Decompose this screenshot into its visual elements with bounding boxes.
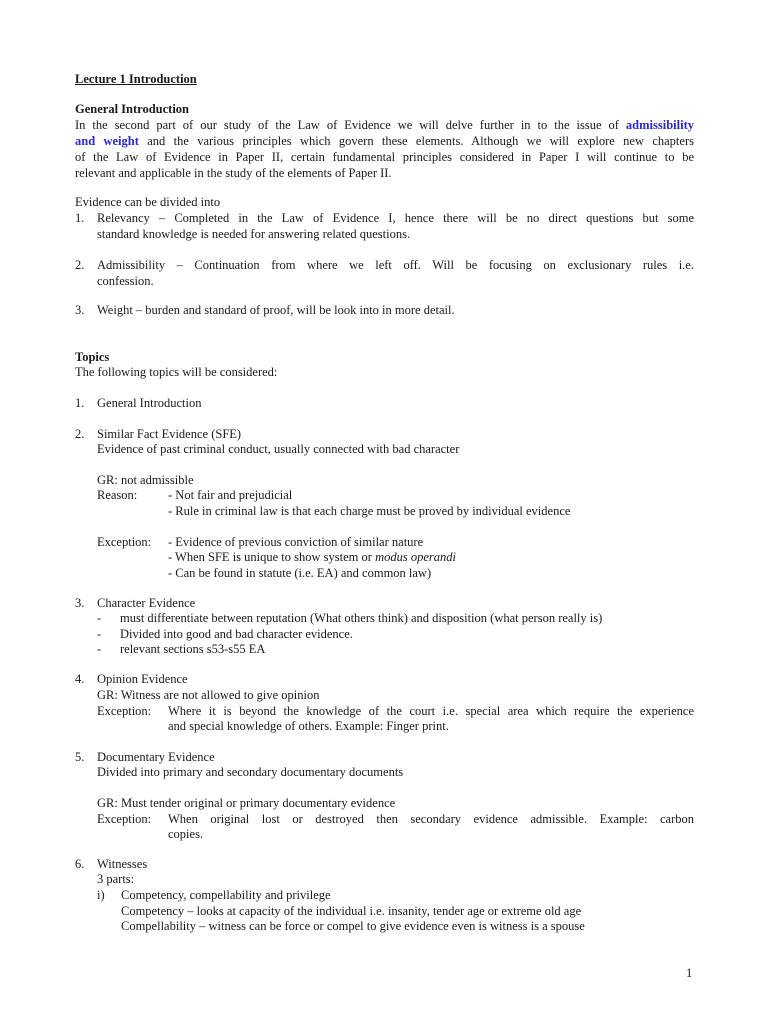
list-number: 2. [75,258,85,272]
topic-number: 2. [75,427,85,441]
character-bullet: relevant sections s53-s55 EA [120,642,266,656]
witnesses-parts: 3 parts: [97,872,135,886]
topic-number: 5. [75,750,85,764]
topic-number: 3. [75,596,85,610]
list-item-relevancy-cont: standard knowledge is needed for answering related questions. [97,227,411,241]
sfe-exception: - Evidence of previous conviction of similar nature [168,535,424,549]
topic-number: 6. [75,857,85,871]
sfe-exception: - Can be found in statute (i.e. EA) and common law) [168,566,432,580]
topics-heading: Topics [75,350,110,364]
topic-number: 1. [75,396,85,410]
list-number: 3. [75,303,85,317]
bullet-dash: - [97,611,102,625]
sfe-reason: - Rule in criminal law is that each charge must be proved by individual evidence [168,504,571,518]
sfe-exception: - When SFE is unique to show system or modus operandi [168,550,456,564]
topic-number: 4. [75,672,85,686]
divided-intro: Evidence can be divided into [75,195,221,209]
opinion-exception: Where it is beyond the knowledge of the court i.e. special area which require the experience [168,704,694,718]
general-paragraph-line2: and weight and the various principles which govern these elements. Although we will explore new chapters [75,134,694,148]
topic-witnesses: Witnesses [97,857,148,871]
opinion-general-rule: GR: Witness are not allowed to give opinion [97,688,320,702]
general-paragraph-line3: of the Law of Evidence in Paper II, certain fundamental principles considered in Paper I will continue to be [75,150,694,164]
witnesses-competency: Competency – looks at capacity of the individual i.e. insanity, tender age or extreme old age [121,904,582,918]
topic-documentary-evidence: Documentary Evidence [97,750,215,764]
bullet-dash: - [97,627,102,641]
opinion-exception-label: Exception: [97,704,152,718]
topic-character-evidence: Character Evidence [97,596,196,610]
highlight-weight: and weight [75,134,139,148]
topic-general-introduction: General Introduction [97,396,202,410]
sfe-reason-label: Reason: [97,488,138,502]
sfe-description: Evidence of past criminal conduct, usually connected with bad character [97,442,460,456]
opinion-exception-cont: and special knowledge of others. Example: Finger print. [168,719,449,733]
documentary-exception: When original lost or destroyed then secondary evidence admissible. Example: carbon [168,812,694,826]
list-item-admissibility: Admissibility – Continuation from where we left off. Will be focusing on exclusionary rules i.e. [97,258,694,272]
sfe-general-rule: GR: not admissible [97,473,194,487]
topic-opinion-evidence: Opinion Evidence [97,672,188,686]
general-paragraph-line1: In the second part of our study of the Law of Evidence we will delve further in to the issue of admissibility [75,118,694,132]
documentary-general-rule: GR: Must tender original or primary documentary evidence [97,796,396,810]
page-title: Lecture 1 Introduction [75,72,197,86]
list-number: 1. [75,211,85,225]
documentary-description: Divided into primary and secondary documentary documents [97,765,404,779]
general-heading: General Introduction [75,102,190,116]
general-paragraph-line4: relevant and applicable in the study of the elements of Paper II. [75,166,392,180]
sfe-reason: - Not fair and prejudicial [168,488,293,502]
character-bullet: Divided into good and bad character evidence. [120,627,353,641]
topic-similar-fact-evidence: Similar Fact Evidence (SFE) [97,427,242,441]
topics-intro: The following topics will be considered: [75,365,278,379]
sfe-exception-label: Exception: [97,535,152,549]
list-item-weight: Weight – burden and standard of proof, will be look into in more detail. [97,303,455,317]
documentary-exception-label: Exception: [97,812,152,826]
witnesses-sub-number: i) [97,888,105,902]
character-bullet: must differentiate between reputation (What others think) and disposition (what person really is) [120,611,603,625]
bullet-dash: - [97,642,102,656]
documentary-exception-cont: copies. [168,827,204,841]
list-item-relevancy: Relevancy – Completed in the Law of Evidence I, hence there will be no direct questions but some [97,211,694,225]
highlight-admissibility: admissibility [625,118,694,132]
list-item-admissibility-cont: confession. [97,274,154,288]
page-number: 1 [686,966,693,980]
witnesses-compellability: Compellability – witness can be force or compel to give evidence even is witness is a spouse [121,919,585,933]
witnesses-sub-heading: Competency, compellability and privilege [121,888,331,902]
modus-operandi: modus operandi [375,550,456,564]
